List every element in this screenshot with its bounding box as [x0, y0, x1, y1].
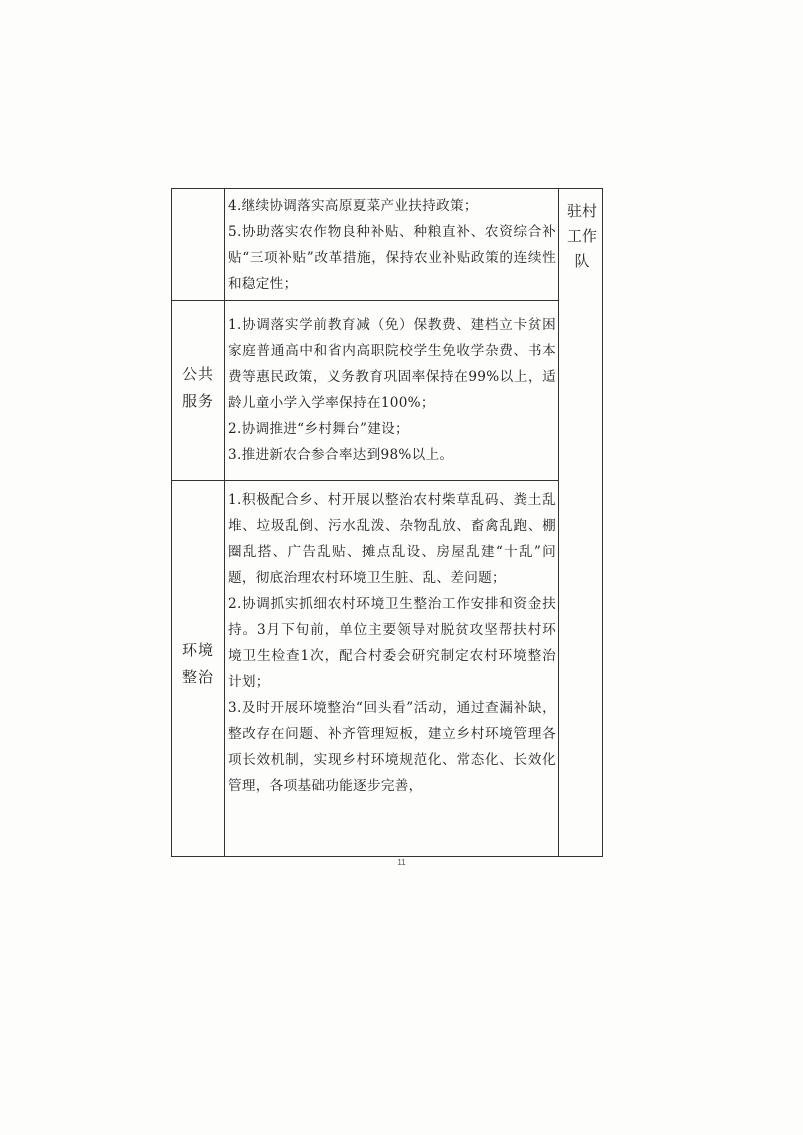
list-item: 3.推进新农合参合率达到98%以上。: [228, 447, 454, 463]
responsible-line: 工作: [566, 227, 597, 245]
list-item: 3.及时开展环境整治“回头看”活动，通过查漏补缺，整改存在问题、补齐管理短板，建立乡村环境管理各项长效机制，实现乡村环境规范化、常态化、长效化管理，各项基础功能逐步完善，: [228, 700, 556, 794]
responsible-line: 驻村: [566, 202, 597, 220]
list-item: 1.积极配合乡、村开展以整治农村柴草乱码、粪土乱堆、垃圾乱倒、污水乱泼、杂物乱放、畜禽乱跑、棚圈乱搭、广告乱贴、摊点乱设、房屋乱建“十乱”问题，彻底治理农村环境卫生脏、乱、差问题；: [228, 492, 556, 586]
content-cell-public-service: [228, 312, 556, 468]
content-cell-environment: [228, 487, 556, 799]
row-divider: [172, 480, 558, 481]
page-number: 11: [397, 858, 406, 867]
list-item: 2.协调推进“乡村舞台”建设；: [228, 421, 409, 437]
category-cell-public-service: [172, 361, 224, 415]
list-item: 1.协调落实学前教育减（免）保教费、建档立卡贫困家庭普通高中和省内高职院校学生免收学杂费、书本费等惠民政策，义务教育巩固率保持在99%以上，适龄儿童小学入学率保持在100%；: [228, 317, 556, 411]
category-cell-environment: [172, 637, 224, 691]
responsible-line: 队: [574, 252, 590, 270]
list-item: 2.协调抓实抓细农村环境卫生整治工作安排和资金扶持。3月下旬前，单位主要领导对脱贫攻坚帮扶村环境卫生检查1次，配合村委会研究制定农村环境整治计划；: [228, 596, 556, 690]
category-label: 公共服务: [182, 365, 215, 410]
column-divider: [558, 189, 559, 856]
list-item: 4.继续协调落实高原夏菜产业扶持政策；: [228, 198, 478, 214]
policy-table: [171, 188, 603, 857]
category-label: 环境整治: [182, 641, 215, 686]
row-divider: [172, 300, 558, 301]
content-cell-agriculture: [228, 193, 556, 297]
column-divider: [224, 189, 225, 856]
responsible-unit: [560, 199, 604, 274]
category-cell: [172, 189, 224, 300]
list-item: 5.协助落实农作物良种补贴、种粮直补、农资综合补贴“三项补贴”改革措施，保持农业补贴政策的连续性和稳定性；: [228, 224, 556, 292]
